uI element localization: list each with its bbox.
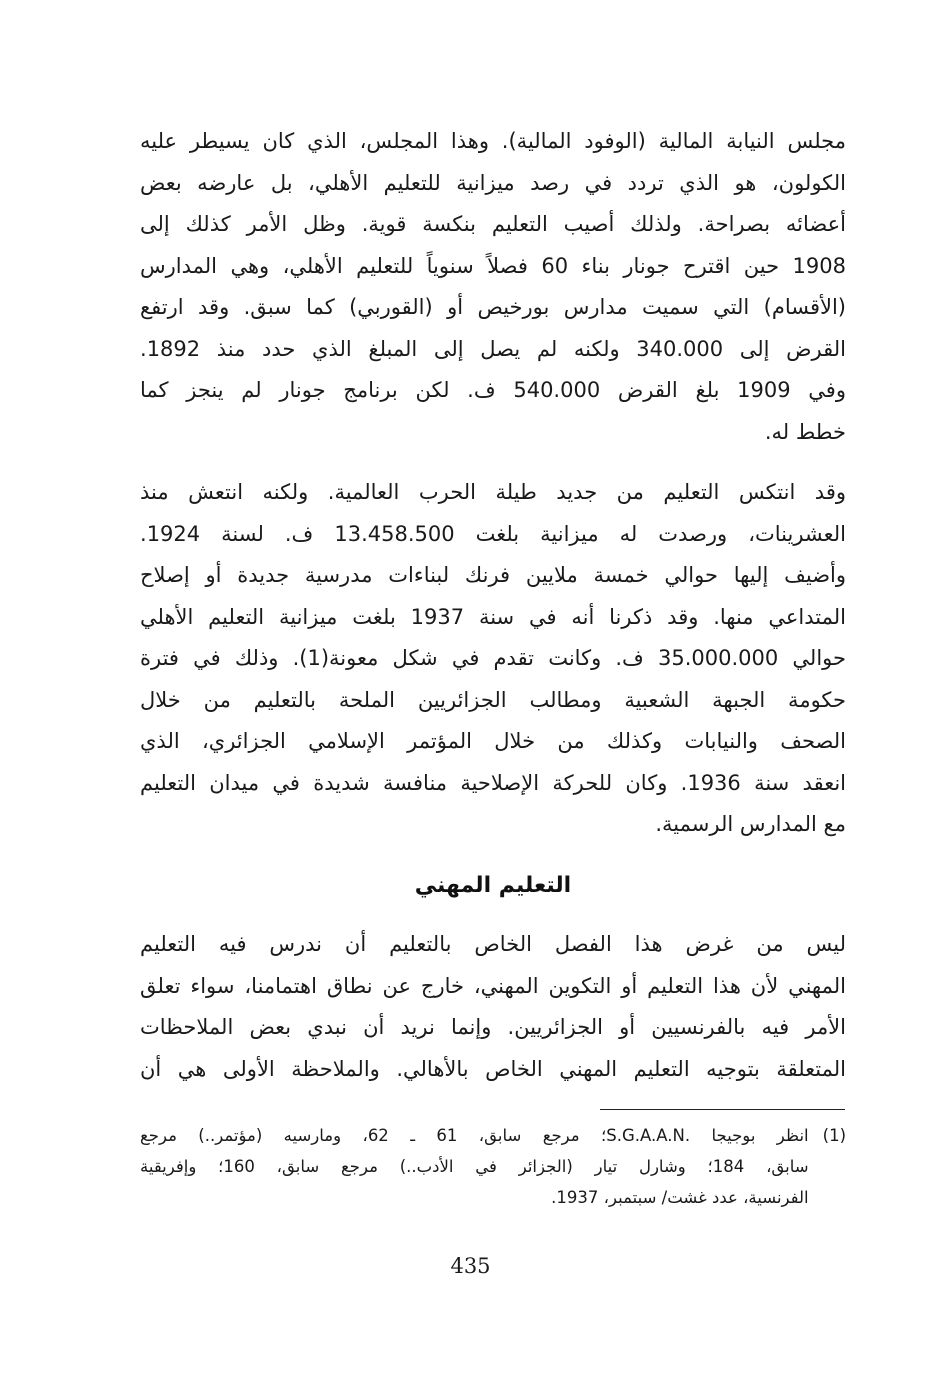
footnote-1: [140, 1120, 846, 1213]
text-line: وأضيف إليها حوالي خمسة ملايين فرنك لبناءات مدرسية جديدة أو إصلاح: [140, 563, 846, 587]
text-line: مع المدارس الرسمية.: [655, 812, 846, 836]
footnote-line: سابق، 184؛ وشارل تيار (الجزائر في الأدب..) مرجع سابق، 160؛ وإفريقية: [140, 1157, 809, 1176]
paragraph-1: [140, 121, 846, 453]
text-line: وفي 1909 بلغ القرض 540.000 ف. لكن برنامج جونار لم ينجز كما: [140, 378, 846, 402]
text-line: المتعلقة بتوجيه التعليم المهني الخاص بالأهالي. والملاحظة الأولى هي أن: [140, 1056, 846, 1081]
text-line: (الأقسام) التي سميت مدارس بورخيص أو (القوربي) كما سبق. وقد ارتفع: [140, 295, 846, 319]
paragraph-2: [140, 472, 846, 846]
text-line: المهني لأن هذا التعليم أو التكوين المهني، خارج عن نطاق اهتمامنا، سواء تعلق: [140, 973, 846, 998]
footnote-line: انظر بوجيجا .S.G.A.A.N؛ مرجع سابق، 61 ـ 62، ومارسيه (مؤتمر..) مرجع: [140, 1126, 809, 1145]
text-line: انعقد سنة 1936. وكان للحركة الإصلاحية منافسة شديدة في ميدان التعليم: [140, 770, 846, 795]
text-line: وقد انتكس التعليم من جديد طيلة الحرب العالمية. ولكنه انتعش منذ: [140, 480, 846, 504]
section-heading: التعليم المهني: [414, 873, 572, 898]
text-line: العشرينات، ورصدت له ميزانية بلغت 13.458.500 ف. لسنة 1924.: [140, 521, 846, 546]
footnote-divider: [600, 1109, 845, 1110]
text-line: الصحف والنيابات وكذلك من خلال المؤتمر الإسلامي الجزائري، الذي: [140, 729, 846, 753]
footnotes: [140, 1120, 846, 1213]
text-line: أعضائه بصراحة. ولذلك أصيب التعليم بنكسة قوية. وظل الأمر كذلك إلى: [140, 212, 846, 236]
paragraph-3: [140, 924, 846, 1090]
text-line: حوالي 35.000.000 ف. وكانت تقدم في شكل معونة(1). وذلك في فترة: [140, 646, 846, 670]
footnote-marker: (1): [822, 1126, 846, 1145]
text-line: مجلس النيابة المالية (الوفود المالية). وهذا المجلس، الذي كان يسيطر عليه: [140, 129, 846, 153]
text-line: الكولون، هو الذي تردد في رصد ميزانية للتعليم الأهلي، بل عارضه بعض: [140, 170, 846, 195]
text-line: خطط له.: [764, 419, 846, 444]
footnote-line: الفرنسية، عدد غشت/ سبتمبر، 1937.: [551, 1188, 809, 1207]
text-line: المتداعي منها. وقد ذكرنا أنه في سنة 1937 بلغت ميزانية التعليم الأهلي: [140, 604, 846, 629]
text-line: الأمر فيه بالفرنسيين أو الجزائريين. وإنما نريد أن نبدي بعض الملاحظات: [140, 1015, 846, 1039]
footnote-body: [140, 1120, 809, 1213]
text-line: حكومة الجبهة الشعبية ومطالب الجزائريين الملحة بالتعليم من خلال: [140, 687, 846, 712]
page-number: 435: [450, 1254, 491, 1278]
text-line: 1908 حين اقترح جونار بناء 60 فصلاً سنوياً للتعليم الأهلي، وهي المدارس: [140, 253, 846, 278]
text-line: القرض إلى 340.000 ولكنه لم يصل إلى المبلغ الذي حدد منذ 1892.: [140, 336, 846, 361]
text-line: ليس من غرض هذا الفصل الخاص بالتعليم أن ندرس فيه التعليم: [140, 932, 846, 956]
